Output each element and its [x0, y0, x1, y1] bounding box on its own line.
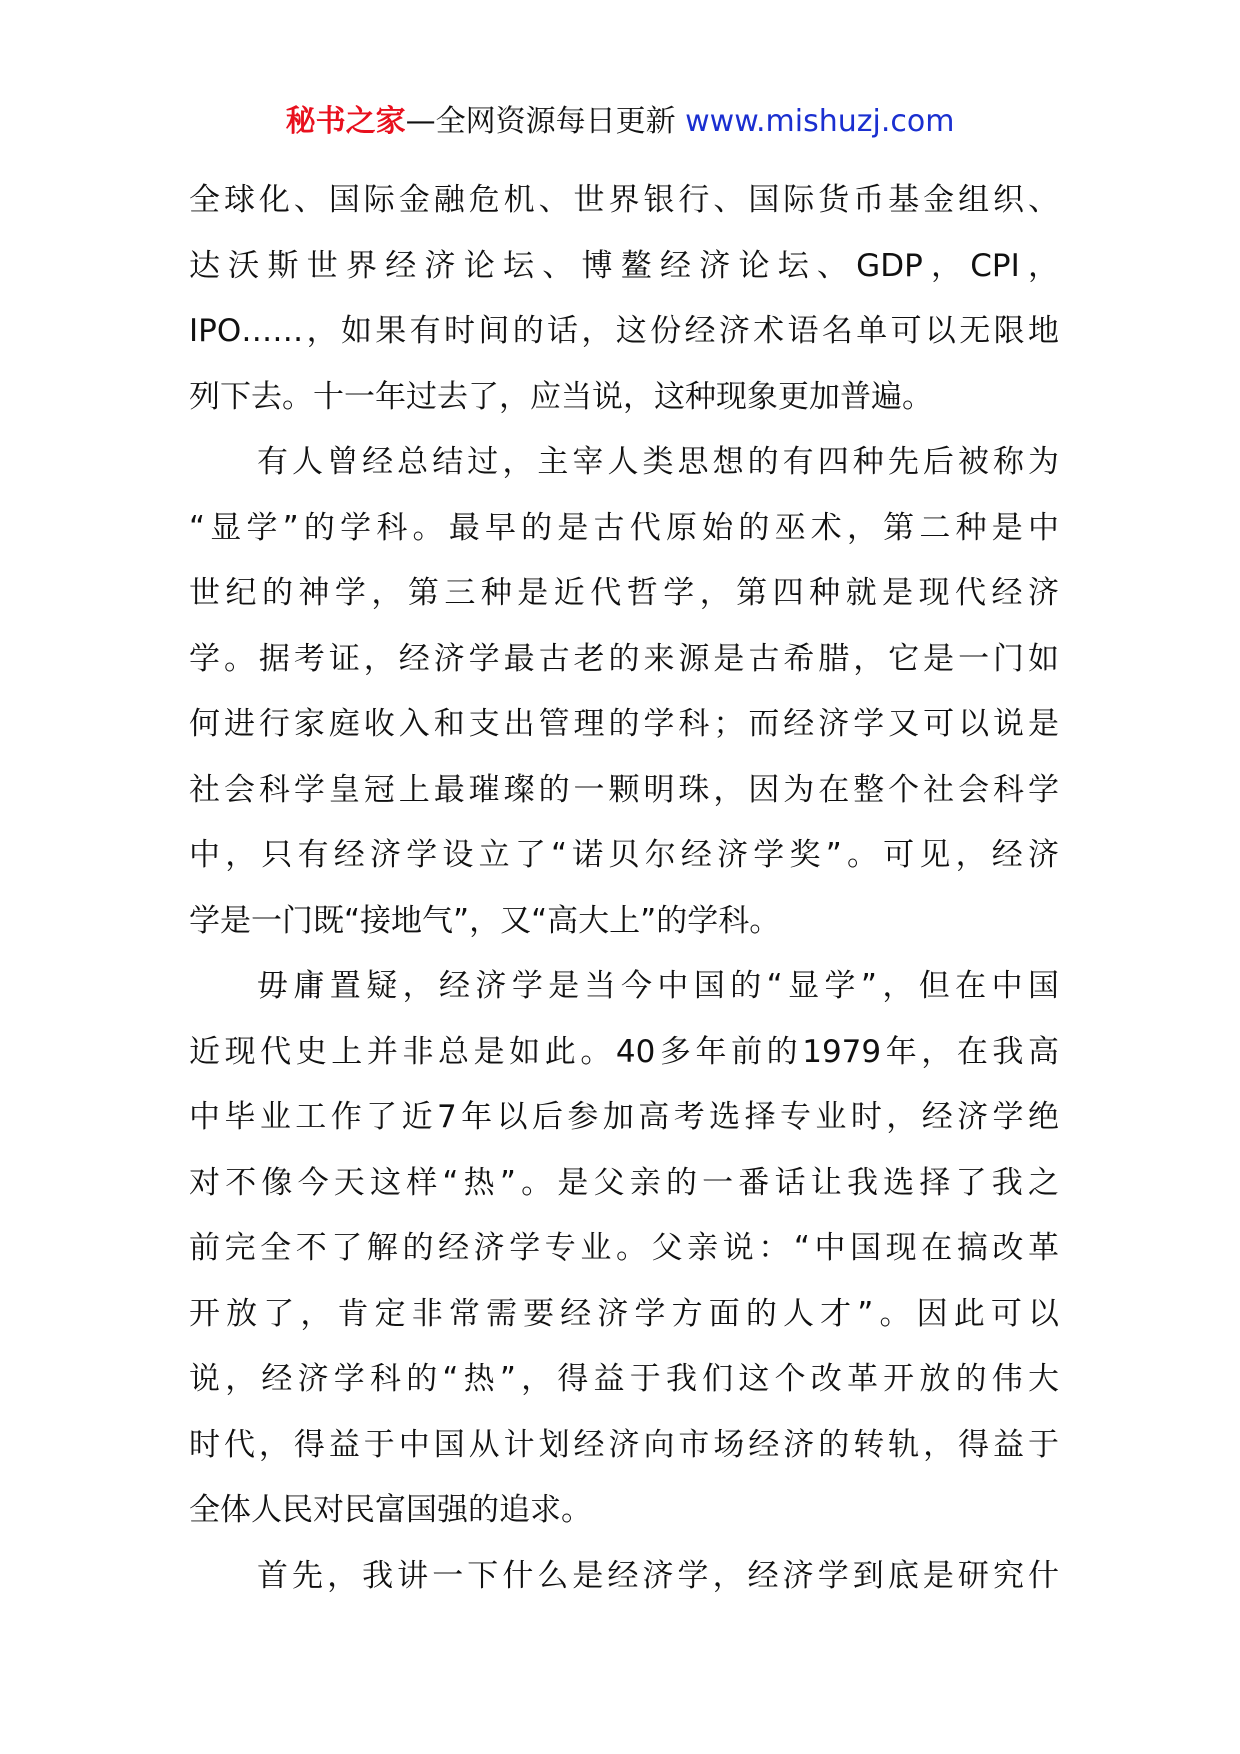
- paragraph-line: 世纪的神学，第三种是近代哲学，第四种就是现代经济: [189, 575, 1059, 611]
- site-brand: 秘书之家: [285, 104, 406, 139]
- paragraph-line: 何进行家庭收入和支出管理的学科；而经济学又可以说是: [189, 706, 1059, 742]
- paragraph-line: 学。据考证，经济学最古老的来源是古希腊，它是一门如: [189, 640, 1059, 677]
- paragraph-line: 对不像今天这样“热”。是父亲的一番话让我选择了我之: [189, 1164, 1059, 1201]
- paragraph-line: 开放了，肯定非常需要经济学方面的人才”。因此可以: [189, 1295, 1059, 1332]
- paragraph-line: IPO……，如果有时间的话，这份经济术语名单可以无限地: [189, 313, 1059, 349]
- paragraph-line: 中毕业工作了近7年以后参加高考选择专业时，经济学绝: [189, 1099, 1059, 1135]
- page-header: [0, 100, 1240, 144]
- paragraph-line: 时代，得益于中国从计划经济向市场经济的转轨，得益于: [189, 1426, 1059, 1463]
- paragraph-line: 中，只有经济学设立了“诺贝尔经济学奖”。可见，经济: [189, 837, 1059, 873]
- paragraph-line: 近现代史上并非总是如此。40多年前的1979年，在我高: [189, 1033, 1059, 1070]
- paragraph-line: “显学”的学科。最早的是古代原始的巫术，第二种是中: [189, 509, 1059, 546]
- paragraph-line: 说，经济学科的“热”，得益于我们这个改革开放的伟大: [189, 1361, 1059, 1397]
- site-url[interactable]: www.mishuzj.com: [685, 104, 955, 139]
- paragraph-line: 前完全不了解的经济学专业。父亲说：“中国现在搞改革: [189, 1230, 1059, 1266]
- paragraph-line: 毋庸置疑，经济学是当今中国的“显学”，但在中国: [257, 968, 1059, 1004]
- paragraph-line: 学是一门既“接地气”，又“高大上”的学科。: [189, 902, 781, 939]
- paragraph-line: 达沃斯世界经济论坛、博鳌经济论坛、GDP，CPI，: [189, 247, 1059, 284]
- paragraph-line: 首先，我讲一下什么是经济学，经济学到底是研究什: [257, 1557, 1059, 1594]
- site-tagline: —全网资源每日更新: [405, 104, 676, 139]
- paragraph-line: 有人曾经总结过，主宰人类思想的有四种先后被称为: [257, 444, 1059, 480]
- paragraph-line: 列下去。十一年过去了，应当说，这种现象更加普遍。: [189, 378, 933, 415]
- paragraph-line: 全体人民对民富国强的追求。: [189, 1492, 592, 1528]
- paragraph-line: 社会科学皇冠上最璀璨的一颗明珠，因为在整个社会科学: [189, 771, 1059, 808]
- document-body: [189, 168, 1059, 1609]
- paragraph-line: 全球化、国际金融危机、世界银行、国际货币基金组织、: [189, 182, 1059, 218]
